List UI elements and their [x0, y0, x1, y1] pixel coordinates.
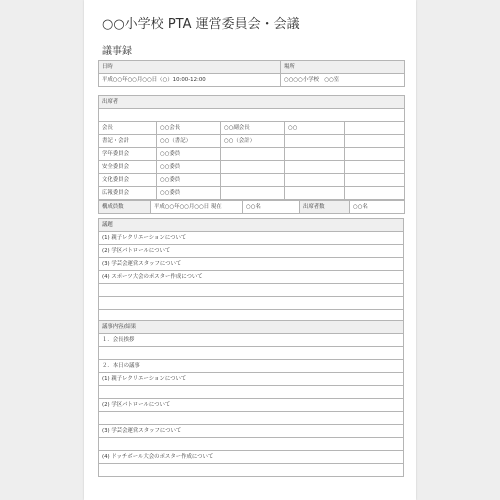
attendee-role: 学年委員会	[99, 148, 157, 161]
date-label: 日時	[99, 61, 281, 74]
attendee-cell[interactable]	[285, 148, 345, 161]
agenda-item[interactable]: (1) 親子レクリエーションについて	[99, 232, 404, 245]
minutes-line[interactable]: (2) 学区パトロールについて	[99, 399, 404, 412]
page-title: ○○小学校 PTA 運営委員会・会議	[102, 17, 300, 32]
table-row	[99, 161, 405, 174]
attendee-cell[interactable]	[221, 161, 285, 174]
members-count[interactable]: ○○名	[243, 201, 300, 214]
attendee-cell[interactable]: ○○会長	[157, 122, 221, 135]
list-item	[99, 258, 404, 271]
attendee-cell[interactable]	[221, 174, 285, 187]
minutes-line[interactable]	[99, 438, 404, 451]
list-item	[99, 438, 404, 451]
members-label: 構成員数	[99, 201, 151, 214]
place-label: 場所	[281, 61, 405, 74]
attendee-role: 安全委員会	[99, 161, 157, 174]
minutes-table	[98, 320, 404, 477]
agenda-item[interactable]: (2) 学区パトロールについて	[99, 245, 404, 258]
attendee-cell[interactable]	[345, 135, 405, 148]
list-item	[99, 297, 404, 310]
attendee-cell[interactable]: ○○委員	[157, 187, 221, 200]
members-table	[98, 200, 405, 214]
attendee-cell[interactable]: ○○委員	[157, 161, 221, 174]
agenda-header: 議題	[99, 219, 404, 232]
attend-label: 出席者数	[300, 201, 350, 214]
attendee-cell[interactable]	[345, 148, 405, 161]
list-item	[99, 245, 404, 258]
attendee-cell[interactable]: ○○委員	[157, 148, 221, 161]
minutes-document	[84, 0, 416, 500]
attendees-table	[98, 95, 405, 200]
list-item	[99, 451, 404, 464]
attendee-cell[interactable]	[345, 161, 405, 174]
attendee-cell[interactable]: ○○委員	[157, 174, 221, 187]
members-date[interactable]: 平成○○年○○月○○日 現在	[151, 201, 243, 214]
attendee-cell[interactable]	[221, 148, 285, 161]
attendee-cell[interactable]	[221, 187, 285, 200]
list-item	[99, 412, 404, 425]
minutes-line[interactable]	[99, 347, 404, 360]
page-subtitle: 議事録	[102, 46, 132, 57]
table-row	[99, 187, 405, 200]
attendee-role: 広報委員会	[99, 187, 157, 200]
table-row	[99, 122, 405, 135]
place-value[interactable]: ○○○○小学校 ○○室	[281, 74, 405, 87]
attendee-role: 書記・会計	[99, 135, 157, 148]
minutes-line[interactable]: (4) ドッチボール大会のポスター作成について	[99, 451, 404, 464]
date-value[interactable]: 平成○○年○○月○○日（○）10:00-12:00	[99, 74, 281, 87]
attendees-spacer	[99, 109, 405, 122]
list-item	[99, 232, 404, 245]
list-item	[99, 373, 404, 386]
list-item	[99, 425, 404, 438]
agenda-item[interactable]: (3) 学芸会運営スタッフについて	[99, 258, 404, 271]
list-item	[99, 464, 404, 477]
attendee-cell[interactable]: ○○副会長	[221, 122, 285, 135]
agenda-table	[98, 218, 404, 323]
list-item	[99, 284, 404, 297]
attendees-header: 出席者	[99, 96, 405, 109]
minutes-line[interactable]	[99, 386, 404, 399]
attendee-cell[interactable]	[285, 161, 345, 174]
attendee-cell[interactable]: ○○	[285, 122, 345, 135]
attendee-cell[interactable]: ○○（書記）	[157, 135, 221, 148]
attendee-cell[interactable]	[285, 135, 345, 148]
table-row	[99, 148, 405, 161]
attend-count[interactable]: ○○名	[350, 201, 405, 214]
list-item	[99, 334, 404, 347]
list-item	[99, 386, 404, 399]
minutes-line[interactable]: (1) 親子レクリエーションについて	[99, 373, 404, 386]
attendee-role: 文化委員会	[99, 174, 157, 187]
agenda-item[interactable]: (4) スポーツ大会のポスター作成について	[99, 271, 404, 284]
minutes-line[interactable]: ２．本日の議事	[99, 360, 404, 373]
minutes-line[interactable]: １．会長挨拶	[99, 334, 404, 347]
minutes-header: 議事内容/結果	[99, 321, 404, 334]
list-item	[99, 360, 404, 373]
minutes-line[interactable]	[99, 464, 404, 477]
agenda-item[interactable]	[99, 297, 404, 310]
list-item	[99, 271, 404, 284]
attendee-cell[interactable]	[345, 187, 405, 200]
attendee-cell[interactable]	[285, 174, 345, 187]
list-item	[99, 347, 404, 360]
attendee-cell[interactable]	[345, 122, 405, 135]
meta-table	[98, 60, 405, 87]
attendee-cell[interactable]	[345, 174, 405, 187]
minutes-line[interactable]	[99, 412, 404, 425]
agenda-item[interactable]	[99, 284, 404, 297]
table-row	[99, 135, 405, 148]
attendee-cell[interactable]	[285, 187, 345, 200]
table-row	[99, 174, 405, 187]
attendee-cell[interactable]: ○○（会計）	[221, 135, 285, 148]
minutes-line[interactable]: (3) 学芸会運営スタッフについて	[99, 425, 404, 438]
list-item	[99, 399, 404, 412]
attendee-role: 会長	[99, 122, 157, 135]
